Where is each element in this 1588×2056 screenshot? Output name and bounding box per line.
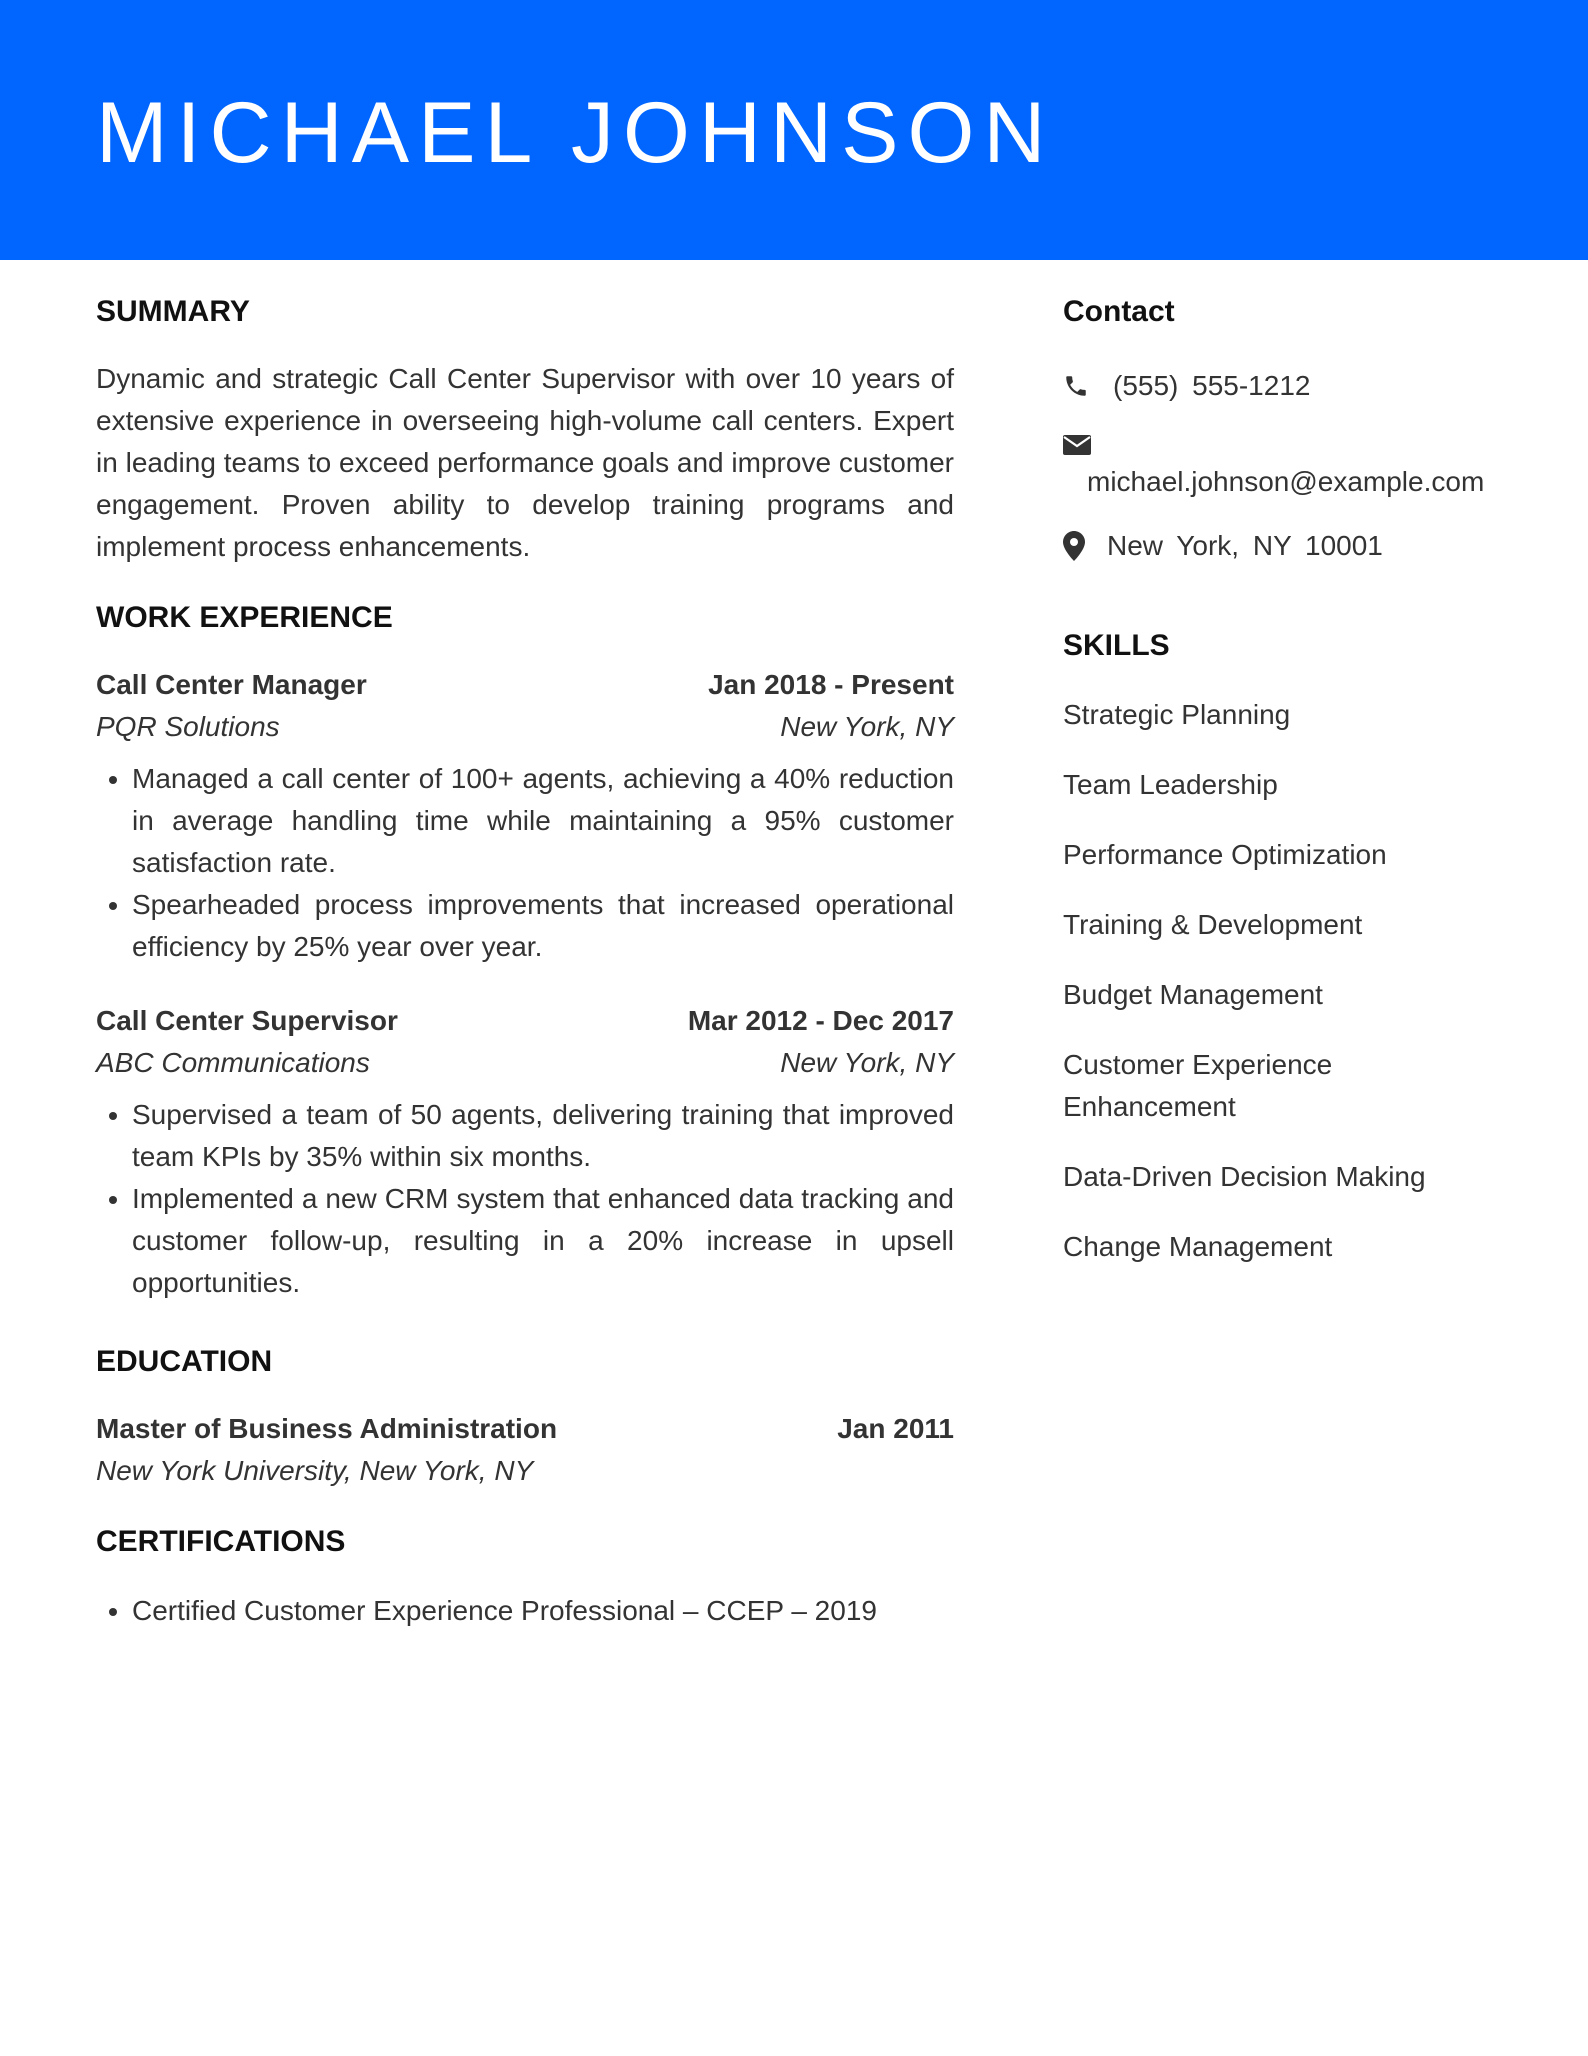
email-address[interactable]: michael.johnson@example.com xyxy=(1087,466,1485,497)
certifications-list xyxy=(96,1590,954,1632)
main-column xyxy=(96,290,954,1632)
certification-item: • Certified Customer Experience Professional – CCEP – 2019 xyxy=(132,1590,954,1632)
education-entry xyxy=(96,1408,954,1492)
sidebar-column xyxy=(1063,290,1523,1268)
job-bullet: • Managed a call center of 100+ agents, achieving a 40% reduction in average handling time while maintaining a 95% customer satisfaction rate. xyxy=(132,758,954,884)
skill-item: Budget Management xyxy=(1063,979,1323,1010)
skills-heading: SKILLS xyxy=(1063,629,1170,662)
envelope-icon xyxy=(1063,428,1093,462)
job-title: Call Center Manager xyxy=(96,669,367,700)
summary-text: Dynamic and strategic Call Center Supervisor with over 10 years of extensive experience in overseeing high-volume call centers. Expert in leading teams to exceed performance goals and improve customer engagement. Proven ability to develop training programs and implement process enhancements. xyxy=(96,363,954,562)
job-company: ABC Communications xyxy=(96,1047,370,1078)
job-company: PQR Solutions xyxy=(96,711,280,742)
skill-item: Strategic Planning xyxy=(1063,699,1291,730)
skills-list xyxy=(1063,694,1523,1268)
education-heading: EDUCATION xyxy=(96,1345,273,1378)
degree: Master of Business Administration xyxy=(96,1413,558,1444)
skill-item: Team Leadership xyxy=(1063,769,1278,800)
location-text: New York, NY 10001 xyxy=(1107,530,1383,561)
skill-item: Customer Experience Enhancement xyxy=(1063,1049,1333,1122)
job-location: New York, NY xyxy=(780,1047,954,1078)
job-dates: Mar 2012 - Dec 2017 xyxy=(687,1005,954,1036)
job-bullets xyxy=(96,758,954,968)
degree-date: Jan 2011 xyxy=(837,1413,954,1444)
skill-item: Data-Driven Decision Making xyxy=(1063,1161,1426,1192)
job-dates: Jan 2018 - Present xyxy=(708,669,954,700)
map-pin-icon xyxy=(1063,526,1093,566)
contact-heading: Contact xyxy=(1063,295,1175,328)
job-bullets xyxy=(96,1094,954,1304)
job-location: New York, NY xyxy=(780,711,954,742)
skill-item: Change Management xyxy=(1063,1231,1333,1262)
header-banner xyxy=(0,0,1588,260)
phone-number: (555) 555-1212 xyxy=(1113,370,1311,401)
job-title: Call Center Supervisor xyxy=(96,1005,398,1036)
phone-icon xyxy=(1063,366,1093,406)
job-bullet: • Spearheaded process improvements that increased operational efficiency by 25% year over year. xyxy=(132,884,954,968)
summary-heading: SUMMARY xyxy=(96,295,250,328)
school: New York University, New York, NY xyxy=(96,1455,534,1486)
job-entry xyxy=(96,1000,954,1304)
contact-phone xyxy=(1063,366,1523,406)
certifications-heading: CERTIFICATIONS xyxy=(96,1525,346,1558)
job-bullet: • Supervised a team of 50 agents, delivering training that improved team KPIs by 35% within six months. xyxy=(132,1094,954,1178)
skill-item: Training & Development xyxy=(1063,909,1363,940)
contact-location xyxy=(1063,526,1523,566)
job-entry xyxy=(96,664,954,968)
work-experience-heading: WORK EXPERIENCE xyxy=(96,601,393,634)
skill-item: Performance Optimization xyxy=(1063,839,1387,870)
contact-email xyxy=(1063,428,1523,502)
job-bullet: • Implemented a new CRM system that enhanced data tracking and customer follow-up, resulting in a 20% increase in upsell opportunities. xyxy=(132,1178,954,1304)
candidate-name: MICHAEL JOHNSON xyxy=(96,85,1055,181)
